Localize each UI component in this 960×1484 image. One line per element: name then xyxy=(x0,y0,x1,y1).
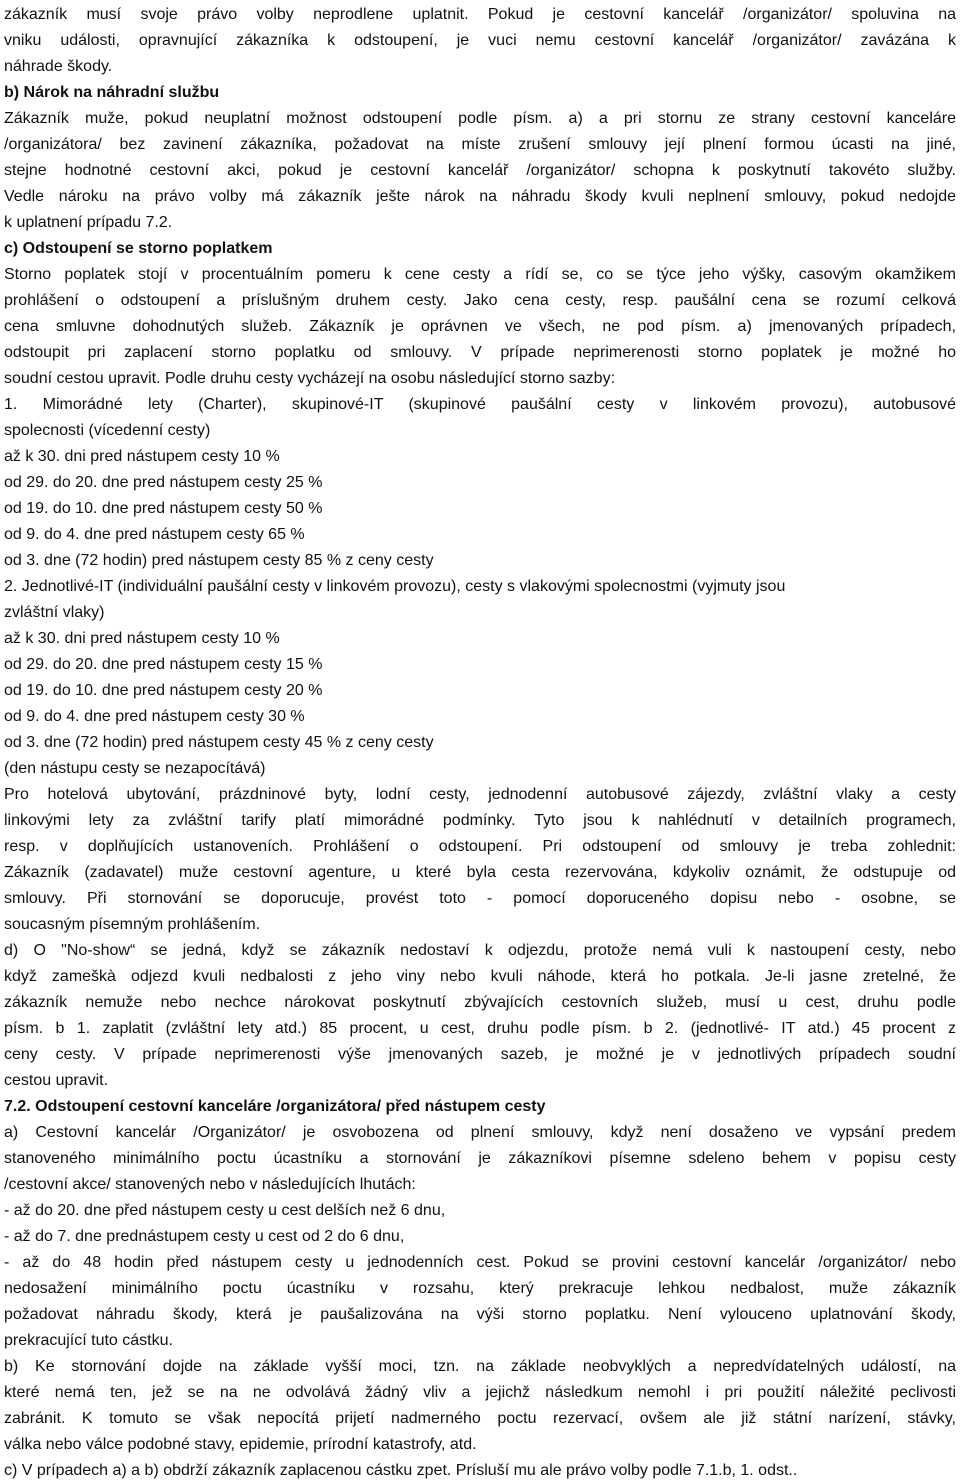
fee-rate-line: až k 30. dni pred nástupem cesty 10 % xyxy=(4,630,280,647)
fee-rate-line: od 29. do 20. dne pred nástupem cesty 15 % xyxy=(4,656,323,673)
text-line: d) O "No-show“ se jedná, když se zákazník nedostaví k odjezdu, protože nemá vuli k nastoupení cesty, nebo xyxy=(4,942,956,959)
fee-rate-line: od 3. dne (72 hodin) pred nástupem cesty 85 % z ceny cesty xyxy=(4,552,434,569)
text-line: Pro hotelová ubytování, prázdninové byty, lodní cesty, jednodenní autobusové zájezdy, zvláštní vlaky a cesty xyxy=(4,786,956,803)
text-line: požadovat náhradu škody, která je paušalizována na výši storno poplatku. Není vylouceno uplatnování škody, xyxy=(4,1306,956,1323)
text-line: Vedle nároku na právo volby má zákazník ješte nárok na náhradu škody kvuli neplnení smlouvy, pokud nedojde xyxy=(4,188,956,205)
text-line: 2. Jednotlivé-IT (individuální paušální cesty v linkovém provozu), cesty s vlakovými spolecnostmi (vyjmuty jsou xyxy=(4,578,786,595)
text-line: k uplatnení prípadu 7.2. xyxy=(4,214,173,231)
document-page xyxy=(4,2,956,1484)
text-line: stanoveného minimálního poctu úcastníku a stornování je zákazníkovi písemne sdeleno behem v popisu cesty xyxy=(4,1150,956,1167)
text-line: nedosažení minimálního poctu úcastníku v rozsahu, který prekracuje lehkou nedbalost, muže zákazník xyxy=(4,1280,956,1297)
text-line: soudní cestou upravit. Podle druhu cesty vycházejí na osobu následující storno sazby: xyxy=(4,370,616,387)
fee-rate-line: od 9. do 4. dne pred nástupem cesty 30 % xyxy=(4,708,305,725)
text-line: soucasným písemným prohlášením. xyxy=(4,916,261,933)
text-line: (den nástupu cesty se nezapocítává) xyxy=(4,760,266,777)
text-line: prekracující tuto cástku. xyxy=(4,1332,173,1349)
text-line: prohlášení o odstoupení a príslušným druhem cesty. Jako cena cesty, resp. paušální cena se rozumí celková xyxy=(4,292,956,309)
text-line: zákazník nemuže nebo nechce nárokovat poskytnutí zbývajících cestovních služeb, musí u cest, druhu podle xyxy=(4,994,956,1011)
text-line: c) V prípadech a) a b) obdrží zákazník zaplacenou cástku zpet. Prísluší mu ale právo volby podle 7.1.b, 1. odst.. xyxy=(4,1462,798,1479)
text-line: které nemá ten, jež se na ne odvolává žádný vliv a jejichž následkum nemohl i pri použití náležité peclivosti xyxy=(4,1384,956,1401)
fee-rate-line: od 29. do 20. dne pred nástupem cesty 25 % xyxy=(4,474,323,491)
section-heading: b) Nárok na náhradní službu xyxy=(4,84,220,101)
fee-rate-line: od 9. do 4. dne pred nástupem cesty 65 % xyxy=(4,526,305,543)
text-line: když zameškà odjezd kvuli nedbalosti z jeho viny nebo kvuli náhode, která ho potkala. Je-li jasne zretelné, že xyxy=(4,968,956,985)
text-line: náhrade škody. xyxy=(4,58,113,75)
text-line: a) Cestovní kancelár /Organizátor/ je osvobozena od plnení smlouvy, když není dosaženo ve vypsání predem xyxy=(4,1124,956,1141)
fee-rate-line: až k 30. dni pred nástupem cesty 10 % xyxy=(4,448,280,465)
fee-rate-line: od 3. dne (72 hodin) pred nástupem cesty 45 % z ceny cesty xyxy=(4,734,434,751)
text-line: spolecnosti (vícedenní cesty) xyxy=(4,422,211,439)
text-line: vniku události, opravnující zákazníka k odstoupení, je vuci nemu cestovní kancelář /organizátor/ zavázána k xyxy=(4,32,956,49)
text-line: /organizátora/ bez zavinení zákazníka, požadovat na míste zrušení smlouvy její plnení formou úcasti na jiné, xyxy=(4,136,956,153)
section-heading: 7.2. Odstoupení cestovní kanceláre /organizátora/ před nástupem cesty xyxy=(4,1098,546,1115)
text-line: Zákazník (zadavatel) muže cestovní agenture, u které byla cesta rezervována, kdykoliv oznámit, že odstupuje od xyxy=(4,864,956,881)
fee-rate-line: od 19. do 10. dne pred nástupem cesty 20 % xyxy=(4,682,323,699)
text-line: zabránit. K tomuto se však nepocítá prijetí nadmerného poctu rezervací, ovšem ale již státní narízení, stávky, xyxy=(4,1410,956,1427)
fee-rate-line: od 19. do 10. dne pred nástupem cesty 50 % xyxy=(4,500,323,517)
text-line: linkovými lety za zvláštní tarify platí mimorádné podmínky. Tyto jsou k nahlédnutí v detailních programech, xyxy=(4,812,956,829)
list-item: - až do 20. dne před nástupem cesty u cest delších než 6 dnu, xyxy=(4,1202,446,1219)
text-line: stejne hodnotné cestovní akci, pokud je cestovní kancelář /organizátor/ schopna k poskytnutí takovéto služby. xyxy=(4,162,956,179)
text-line: smlouvy. Při stornování se doporucuje, provést toto - pomocí doporuceného dopisu nebo - osobne, se xyxy=(4,890,956,907)
text-line: písm. b 1. zaplatit (zvláštní lety atd.) 85 procent, u cest, druhu podle písm. b 2. (jednotlivé- IT atd.) 45 procent z xyxy=(4,1020,956,1037)
text-line: b) Ke stornování dojde na základe vyšší moci, tzn. na základe neobvyklých a nepredvídatelných událostí, na xyxy=(4,1358,956,1375)
text-line: odstoupit pri zaplacení storno poplatku od smlouvy. V prípade neprimerenosti storno poplatek je možné ho xyxy=(4,344,956,361)
text-line: zvláštní vlaky) xyxy=(4,604,105,621)
text-line: válka nebo válce podobné stavy, epidemie, prírodní katastrofy, atd. xyxy=(4,1436,477,1453)
list-item: - až do 48 hodin před nástupem cesty u jednodenních cest. Pokud se provini cestovní kancelár /organizátor/ nebo xyxy=(4,1254,956,1271)
text-line: ceny cesty. V prípade neprimerenosti výše jmenovaných sazeb, je možné je v jednotlivých prípadech soudní xyxy=(4,1046,956,1063)
text-line: zákazník musí svoje právo volby neprodlene uplatnit. Pokud je cestovní kancelář /organizátor/ spoluvina na xyxy=(4,6,956,23)
text-line: /cestovní akce/ stanovených nebo v následujících lhutách: xyxy=(4,1176,416,1193)
text-line: 1. Mimorádné lety (Charter), skupinové-IT (skupinové paušální cesty v linkovém provozu), autobusové xyxy=(4,396,956,413)
text-line: Zákazník muže, pokud neuplatní možnost odstoupení podle písm. a) a pri stornu ze strany cestovní kanceláre xyxy=(4,110,956,127)
text-line: cestou upravit. xyxy=(4,1072,109,1089)
section-heading: c) Odstoupení se storno poplatkem xyxy=(4,240,273,257)
text-line: Storno poplatek stojí v procentuálním pomeru k cene cesty a rídí se, co se týce jeho výšky, casovým okamžikem xyxy=(4,266,956,283)
list-item: - až do 7. dne prednástupem cesty u cest od 2 do 6 dnu, xyxy=(4,1228,405,1245)
text-line: resp. v doplňujících ustanoveních. Prohlášení o odstoupení. Pri odstoupení od smlouvy je treba zohlednit: xyxy=(4,838,956,855)
text-line: cena smluvne dohodnutých služeb. Zákazník je oprávnen ve všech, ne pod písm. a) jmenovaných prípadech, xyxy=(4,318,956,335)
